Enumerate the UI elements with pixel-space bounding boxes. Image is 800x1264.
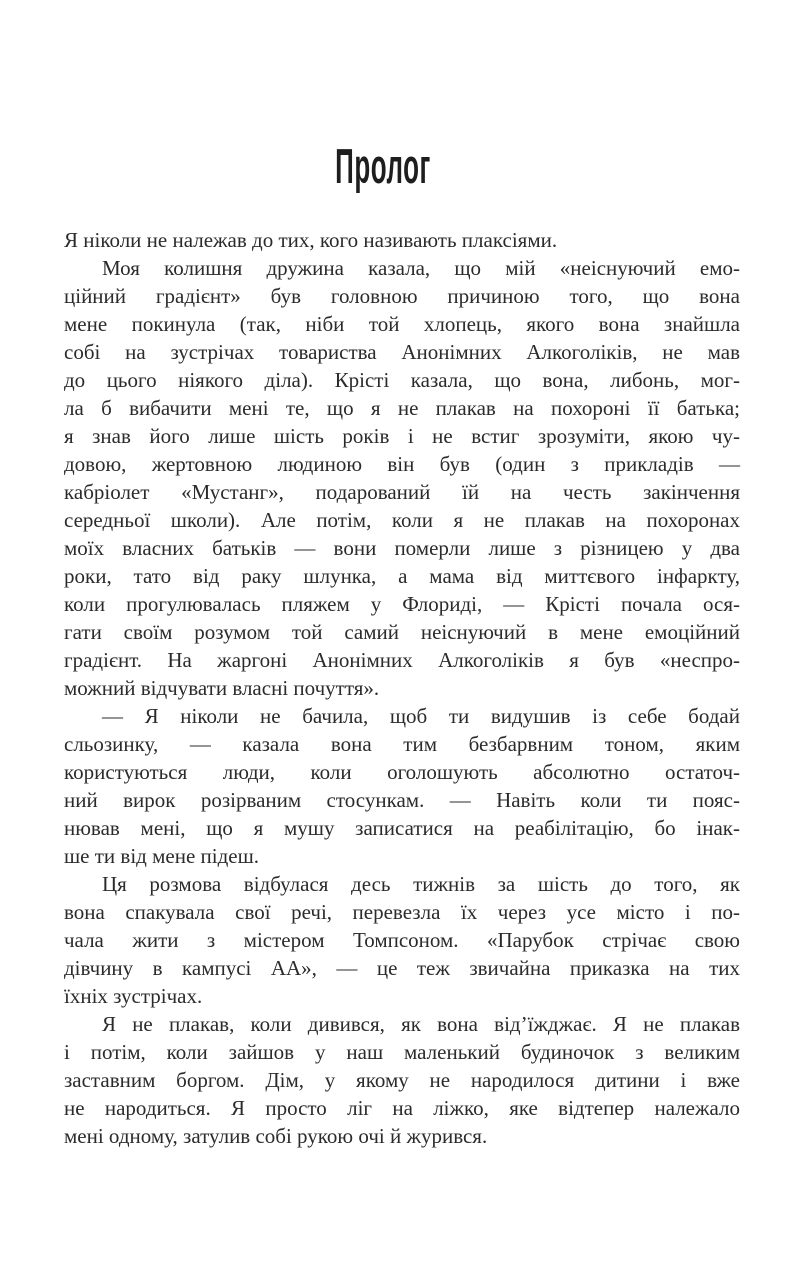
text-line: мені одному, затулив собі рукою очі й журився. <box>64 1124 488 1148</box>
text-line: роки, тато від раку шлунка, а мама від миттєвого інфаркту, <box>64 564 740 588</box>
text-line: гати своїм розумом той самий неіснуючий в мене емоційний <box>64 620 740 644</box>
text-line: чала жити з містером Томпсоном. «Парубок стрічає свою <box>64 928 740 952</box>
paragraph <box>64 702 740 870</box>
text-line: користуються люди, коли оголошують абсолютно остаточ- <box>64 760 740 784</box>
body-text <box>64 226 740 1150</box>
text-line: довою, жертовною людиною він був (один з прикладів — <box>64 452 740 476</box>
text-line: середньої школи). Але потім, коли я не плакав на похоронах <box>64 508 740 532</box>
text-line: їхніх зустрічах. <box>64 984 203 1008</box>
text-line: ний вирок розірваним стосункам. — Навіть коли ти пояс- <box>64 788 740 812</box>
text-line: заставним боргом. Дім, у якому не народилося дитини і вже <box>64 1068 740 1092</box>
text-line: Моя колишня дружина казала, що мій «неіснуючий емо- <box>102 256 740 280</box>
text-line: коли прогулювалась пляжем у Флориді, — Крісті почала ося- <box>64 592 740 616</box>
text-line: ла б вибачити мені те, що я не плакав на похороні її батька; <box>64 396 740 420</box>
paragraph <box>64 870 740 1010</box>
paragraph <box>64 226 740 254</box>
text-line: Я не плакав, коли дивився, як вона від’їжджає. Я не плакав <box>102 1012 740 1036</box>
text-line: — Я ніколи не бачила, щоб ти видушив із себе бодай <box>102 704 740 728</box>
paragraph <box>64 254 740 702</box>
text-line: собі на зустрічах товариства Анонімних Алкоголіків, не мав <box>64 340 740 364</box>
text-line: можний відчувати власні почуття». <box>64 676 380 700</box>
text-line: кабріолет «Мустанг», подарований їй на честь закінчення <box>64 480 740 504</box>
chapter-title: Пролог <box>335 140 431 194</box>
text-line: дівчину в кампусі АА», — це теж звичайна приказка на тих <box>64 956 740 980</box>
text-line: не народиться. Я просто ліг на ліжко, яке відтепер належало <box>64 1096 740 1120</box>
text-line: моїх власних батьків — вони померли лише з різницею у два <box>64 536 740 560</box>
text-line: і потім, коли зайшов у наш маленький будиночок з великим <box>64 1040 740 1064</box>
text-line: Я ніколи не належав до тих, кого називають плаксіями. <box>64 228 558 252</box>
text-line: градієнт. На жаргоні Анонімних Алкоголіків я був «неспро- <box>64 648 740 672</box>
text-line: ційний градієнт» був головною причиною того, що вона <box>64 284 740 308</box>
text-line: до цього ніякого діла). Крісті казала, що вона, либонь, мог- <box>64 368 740 392</box>
text-line: я знав його лише шість років і не встиг зрозуміти, якою чу- <box>64 424 740 448</box>
text-line: нював мені, що я мушу записатися на реабілітацію, бо інак- <box>64 816 740 840</box>
text-line: мене покинула (так, ніби той хлопець, якого вона знайшла <box>64 312 740 336</box>
text-line: вона спакувала свої речі, перевезла їх через усе місто і по- <box>64 900 740 924</box>
text-line: сльозинку, — казала вона тим безбарвним тоном, яким <box>64 732 740 756</box>
paragraph <box>64 1010 740 1150</box>
text-line: Ця розмова відбулася десь тижнів за шість до того, як <box>102 872 740 896</box>
text-line: ше ти від мене підеш. <box>64 844 260 868</box>
